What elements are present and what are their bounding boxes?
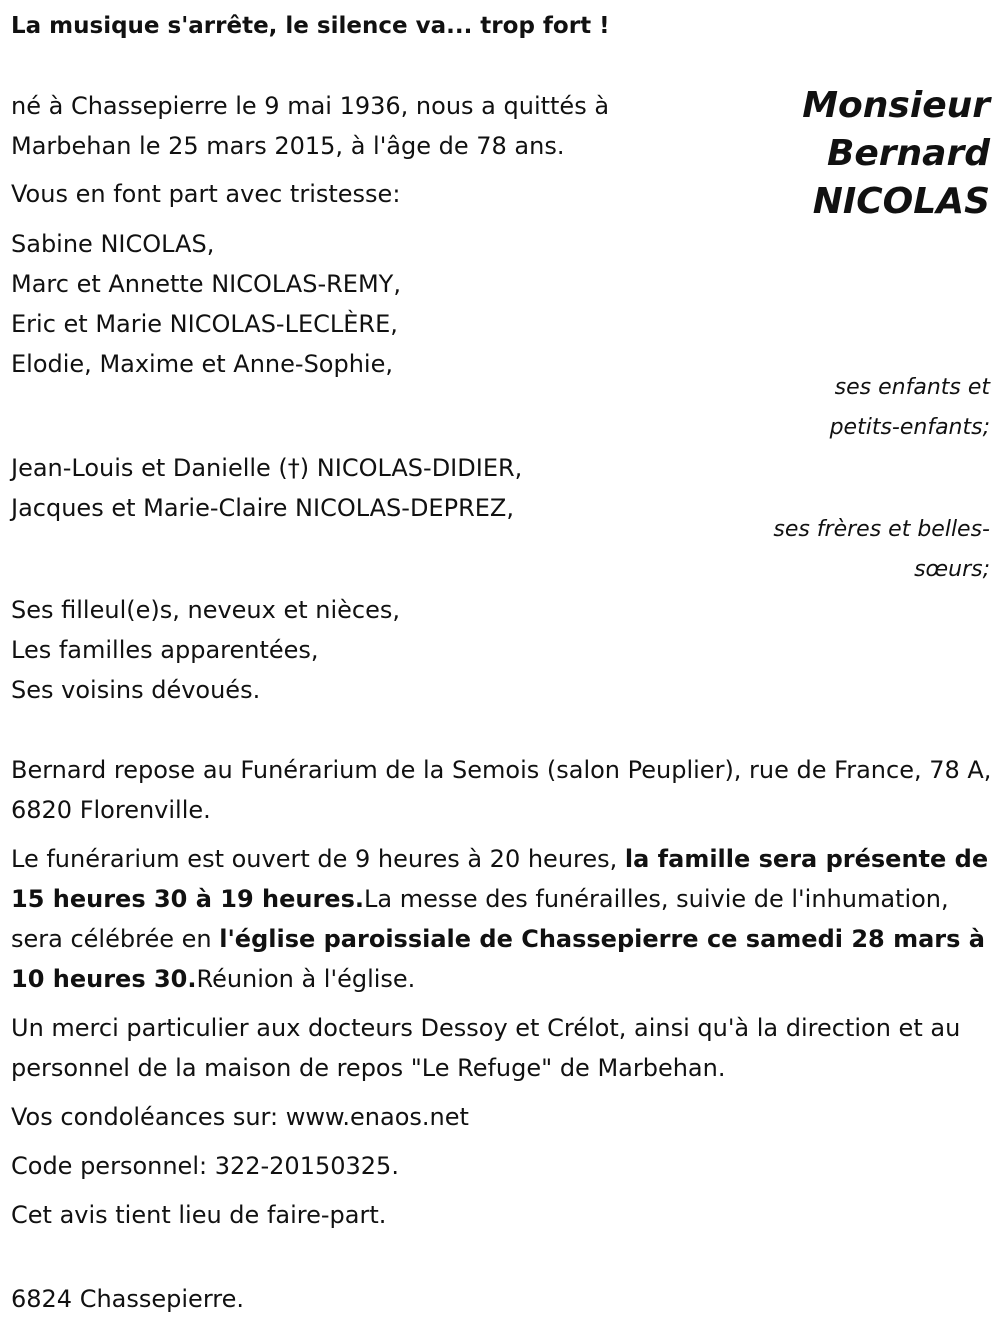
info-section — [11, 750, 996, 1244]
family-entry: Ses filleul(e)s, neveux et nièces, — [11, 596, 401, 624]
others-list — [11, 590, 400, 710]
family-entry: Eric et Marie NICOLAS-LECLÈRE, — [11, 310, 398, 338]
role-line: ses enfants et — [834, 375, 990, 400]
deceased-title: Monsieur — [802, 85, 990, 126]
role-siblings — [730, 510, 990, 590]
siblings-list — [11, 448, 522, 528]
intro-line: Marbehan le 25 mars 2015, à l'âge de 78 ans. — [11, 132, 565, 160]
deceased-last-name: NICOLAS — [812, 181, 990, 222]
deceased-name — [802, 82, 990, 226]
family-entry: Ses voisins dévoués. — [11, 676, 261, 704]
thanks-text: Un merci particulier aux docteurs Dessoy et Crélot, ainsi qu'à la direction et au personnel de la maison de repos "Le Refuge" de Marbehan. — [11, 1014, 961, 1082]
family-entry: Elodie, Maxime et Anne-Sophie, — [11, 350, 393, 378]
family-entry: Jean-Louis et Danielle (†) NICOLAS-DIDIER, — [11, 454, 523, 482]
place-text: 6824 Chassepierre. — [11, 1285, 245, 1313]
family-entry: Marc et Annette NICOLAS-REMY, — [11, 270, 401, 298]
announce-text: Vous en font part avec tristesse: — [11, 180, 401, 208]
condolences-text: Vos condoléances sur: www.enaos.net — [11, 1103, 469, 1131]
role-line: sœurs; — [914, 557, 990, 582]
schedule-mass-details: l'église paroissiale de Chassepierre ce samedi 28 mars à 10 heures 30. — [11, 925, 985, 993]
epigraph: La musique s'arrête, le silence va... trop fort ! — [11, 13, 610, 39]
family-entry: Sabine NICOLAS, — [11, 230, 215, 258]
schedule-part: La messe des funérailles, suivie de l'inhumation, sera célébrée en — [11, 885, 949, 953]
intro-line: né à Chassepierre le 9 mai 1936, nous a quittés à — [11, 92, 610, 120]
personal-code: Code personnel: 322-20150325. — [11, 1152, 399, 1180]
notice-text: Cet avis tient lieu de faire-part. — [11, 1201, 387, 1229]
schedule-text — [11, 839, 996, 999]
intro-paragraph — [11, 86, 711, 166]
children-list — [11, 224, 401, 384]
schedule-family-hours: la famille sera présente de 15 heures 30 à 19 heures. — [11, 845, 989, 913]
role-line: petits-enfants; — [829, 415, 990, 440]
schedule-part: Le funérarium est ouvert de 9 heures à 20 heures, — [11, 845, 625, 873]
family-entry: Les familles apparentées, — [11, 636, 319, 664]
role-children — [730, 368, 990, 448]
deceased-first-name: Bernard — [826, 133, 990, 174]
repose-text: Bernard repose au Funérarium de la Semois (salon Peuplier), rue de France, 78 A, 6820 Florenville. — [11, 756, 992, 824]
family-entry: Jacques et Marie-Claire NICOLAS-DEPREZ, — [11, 494, 514, 522]
schedule-part: Réunion à l'église. — [196, 965, 416, 993]
role-line: ses frères et belles- — [773, 517, 990, 542]
